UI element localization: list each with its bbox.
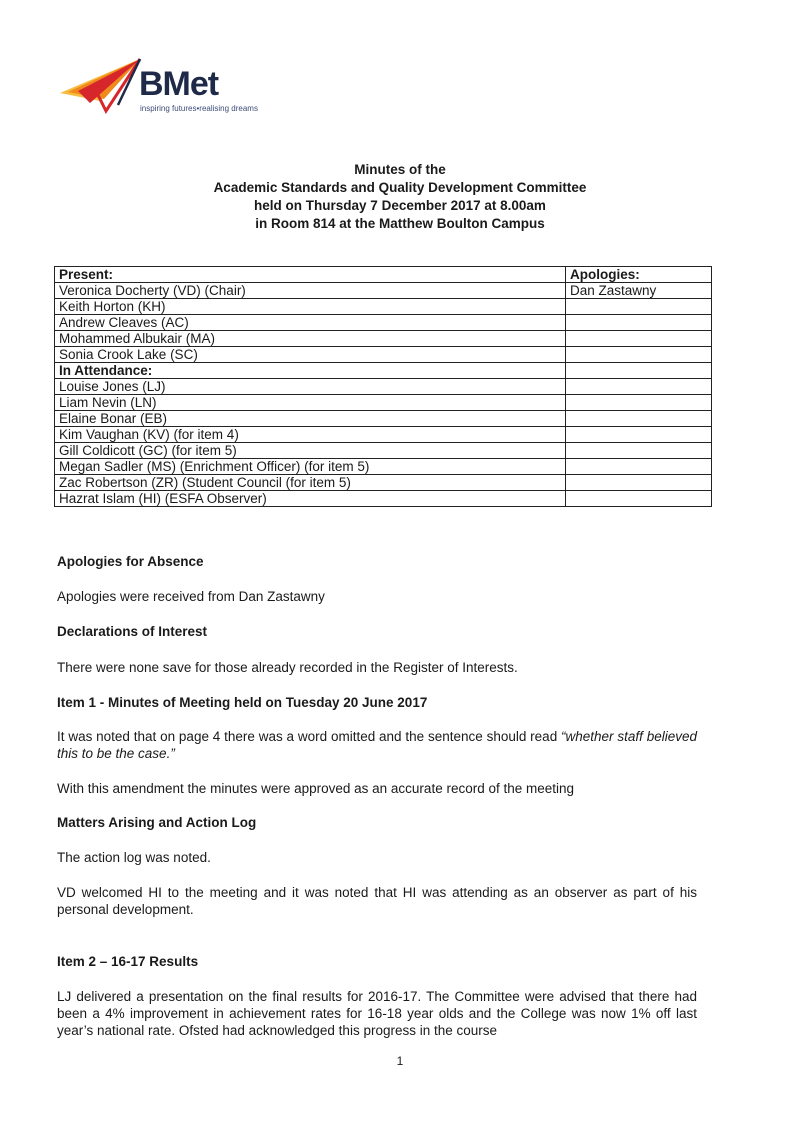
- page-number: 1: [396, 1054, 404, 1068]
- table-row: [55, 267, 712, 283]
- table-row: [55, 331, 712, 347]
- apologies-heading: Apologies for Absence: [57, 554, 204, 569]
- present-member: Andrew Cleaves (AC): [55, 315, 566, 331]
- empty-cell: [566, 427, 712, 443]
- empty-cell: [566, 411, 712, 427]
- table-row: [55, 395, 712, 411]
- item2-text: LJ delivered a presentation on the final results for 2016-17. The Committee were advised that there had been a 4% improvement in achievement rates for 16-18 year olds and the College was now 1% off last year’s national rate. Ofsted had acknowledged this progress in the course: [57, 989, 697, 1038]
- empty-cell: [566, 475, 712, 491]
- title-line-2: Academic Standards and Quality Development Committee: [213, 180, 587, 195]
- attendee: Gill Coldicott (GC) (for item 5): [55, 443, 566, 459]
- table-row: [55, 347, 712, 363]
- matters-text-2: VD welcomed HI to the meeting and it was noted that HI was attending as an observer as part of his personal development.: [57, 885, 697, 917]
- table-row: [55, 283, 712, 299]
- empty-cell: [566, 315, 712, 331]
- apologies-text: Apologies were received from Dan Zastawny: [57, 589, 325, 604]
- apologies-header: Apologies:: [566, 267, 712, 283]
- title-line-3: held on Thursday 7 December 2017 at 8.00am: [254, 198, 546, 213]
- matters-text-1: The action log was noted.: [57, 850, 211, 865]
- logo-tagline: inspiring futures•realising dreams: [140, 104, 258, 113]
- empty-cell: [566, 331, 712, 347]
- in-attendance-header: In Attendance:: [55, 363, 566, 379]
- title-line-4: in Room 814 at the Matthew Boulton Campus: [255, 216, 545, 231]
- present-member: Veronica Docherty (VD) (Chair): [55, 283, 566, 299]
- table-row: [55, 411, 712, 427]
- empty-cell: [566, 443, 712, 459]
- empty-cell: [566, 347, 712, 363]
- empty-cell: [566, 379, 712, 395]
- empty-cell: [566, 459, 712, 475]
- item1-text: It was noted that on page 4 there was a word omitted and the sentence should read: [57, 729, 562, 744]
- attendee: Megan Sadler (MS) (Enrichment Officer) (for item 5): [55, 459, 566, 475]
- item1-heading: Item 1 - Minutes of Meeting held on Tuesday 20 June 2017: [57, 695, 428, 710]
- table-row: [55, 379, 712, 395]
- table-row: [55, 299, 712, 315]
- declarations-text: There were none save for those already recorded in the Register of Interests.: [57, 660, 518, 675]
- minutes-title: [0, 161, 800, 233]
- title-line-1: Minutes of the: [354, 162, 446, 177]
- attendee: Zac Robertson (ZR) (Student Council (for item 5): [55, 475, 566, 491]
- attendee: Liam Nevin (LN): [55, 395, 566, 411]
- apologies-member: Dan Zastawny: [566, 283, 712, 299]
- attendance-table: [54, 266, 712, 507]
- present-member: Mohammed Albukair (MA): [55, 331, 566, 347]
- table-row: [55, 443, 712, 459]
- empty-cell: [566, 395, 712, 411]
- attendee: Elaine Bonar (EB): [55, 411, 566, 427]
- empty-cell: [566, 491, 712, 507]
- declarations-heading: Declarations of Interest: [57, 624, 208, 639]
- item1-quote: “whether staff believed this to be the case.”: [57, 729, 697, 761]
- empty-cell: [566, 363, 712, 379]
- item1-approval-text: With this amendment the minutes were approved as an accurate record of the meeting: [57, 781, 575, 796]
- bmet-logo: [60, 55, 280, 120]
- matters-heading: Matters Arising and Action Log: [57, 815, 257, 830]
- logo-wordmark: BMet: [139, 65, 219, 103]
- present-header: Present:: [55, 267, 566, 283]
- item1-paragraph: [57, 728, 697, 762]
- attendee: Louise Jones (LJ): [55, 379, 566, 395]
- table-row: [55, 459, 712, 475]
- present-member: Keith Horton (KH): [55, 299, 566, 315]
- attendee: Hazrat Islam (HI) (ESFA Observer): [55, 491, 566, 507]
- table-row: [55, 315, 712, 331]
- table-row: [55, 427, 712, 443]
- table-row: [55, 363, 712, 379]
- empty-cell: [566, 299, 712, 315]
- logo-swoosh-icon: [60, 55, 142, 115]
- table-row: [55, 475, 712, 491]
- item2-heading: Item 2 – 16-17 Results: [57, 954, 199, 969]
- table-row: [55, 491, 712, 507]
- present-member: Sonia Crook Lake (SC): [55, 347, 566, 363]
- attendee: Kim Vaughan (KV) (for item 4): [55, 427, 566, 443]
